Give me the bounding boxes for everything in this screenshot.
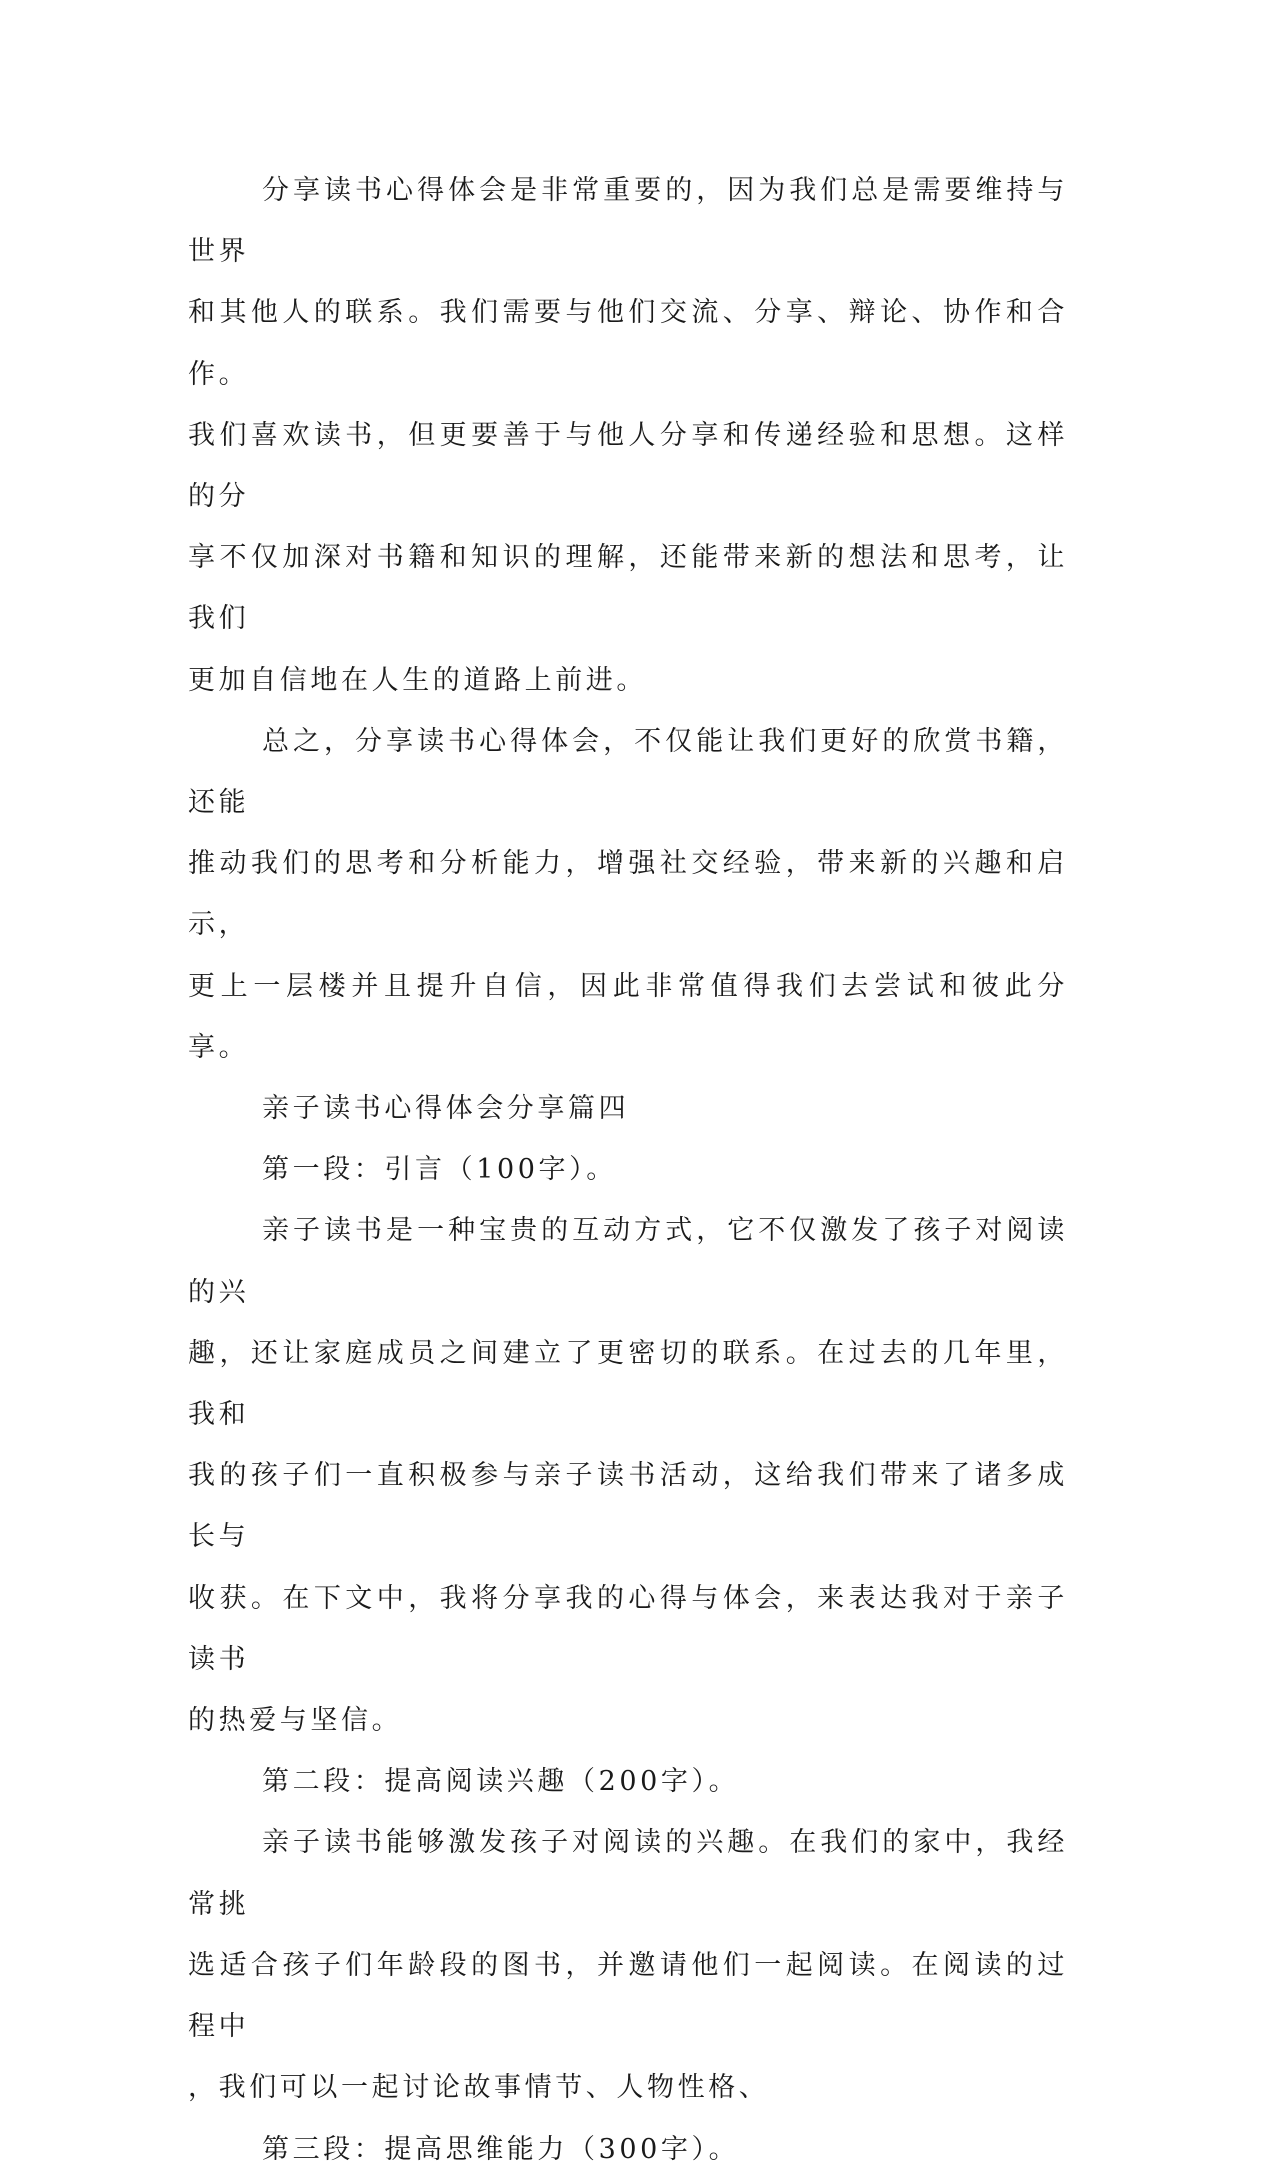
section-title-part-four: 亲子读书心得体会分享篇四 [262,1093,630,1125]
paragraph-conclusion: 总之，分享读书心得体会，不仅能让我们更好的欣赏书籍，还能 推动我们的思考和分析能力，增强社交经验，带来新的兴趣和启示， 更上一层楼并且提升自信，因此非常值得我们去尝试和彼此分享。 [188,725,1068,1063]
section-heading-reading-interest: 第二段：提高阅读兴趣（200字）。 [262,1766,740,1798]
paragraph-sharing-importance: 分享读书心得体会是非常重要的，因为我们总是需要维持与世界 和其他人的联系。我们需要与他们交流、分享、辩论、协作和合作。 我们喜欢读书，但更要善于与他人分享和传递经验和思想。这样的分 享不仅加深对书籍和知识的理解，还能带来新的想法和思考，让我们 更加自信地在人生的道路上前进。 [188,175,1068,696]
paragraph-introduction: 亲子读书是一种宝贵的互动方式，它不仅激发了孩子对阅读的兴 趣，还让家庭成员之间建立了更密切的联系。在过去的几年里，我和 我的孩子们一直积极参与亲子读书活动，这给我们带来了诸多成长与 收获。在下文中，我将分享我的心得与体会，来表达我对于亲子读书 的热爱与坚信。 [188,1215,1068,1737]
document-body [188,160,1068,2180]
section-heading-thinking-ability: 第三段：提高思维能力（300字）。 [262,2133,740,2165]
section-heading-introduction: 第一段：引言（100字）。 [262,1154,617,1186]
paragraph-reading-interest: 亲子读书能够激发孩子对阅读的兴趣。在我们的家中，我经常挑 选适合孩子们年龄段的图书，并邀请他们一起阅读。在阅读的过程中 ，我们可以一起讨论故事情节、人物性格、 [188,1827,1068,2104]
